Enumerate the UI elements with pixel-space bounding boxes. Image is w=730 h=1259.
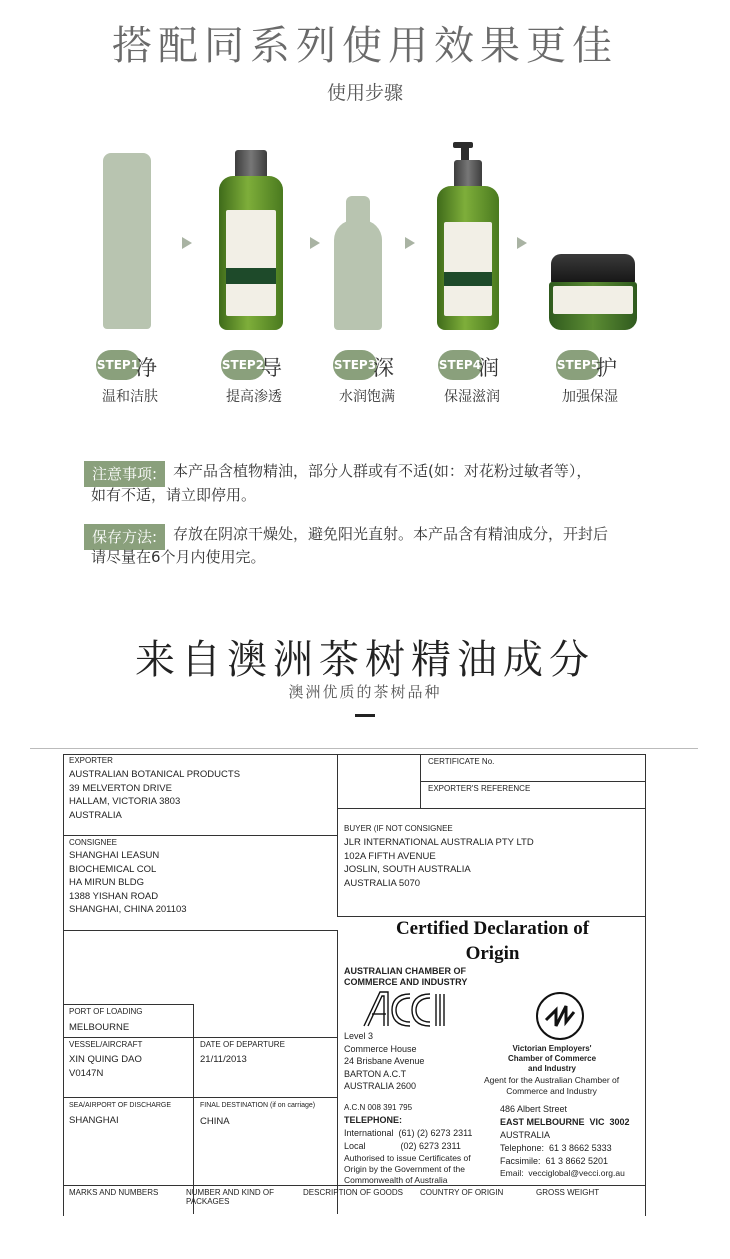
chamber-name: AUSTRALIAN CHAMBER OF COMMERCE AND INDUSTRY (344, 966, 468, 987)
acci-logo (362, 990, 450, 1028)
step5-badge: STEP5 (556, 350, 600, 380)
section-title: 来自澳洲茶树精油成分 (135, 637, 595, 683)
exporter-value: AUSTRALIAN BOTANICAL PRODUCTS 39 MELVERTON DRIVE HALLAM, VICTORIA 3803 AUSTRALIA (69, 769, 241, 821)
telephone-label: TELEPHONE: (344, 1115, 403, 1125)
step4-char: 润 (478, 356, 499, 380)
product-serum-silhouette (334, 196, 382, 330)
jar-lid (551, 254, 635, 284)
telephone-international: International (61) (2) 6273 2311 (344, 1128, 473, 1138)
chamber-address: Level 3 Commerce House 24 Brisbane Avenue BARTON A.C.T AUSTRALIA 2600 (344, 1031, 425, 1091)
bottle-label (226, 210, 276, 316)
step1-badge: STEP1 (96, 350, 140, 380)
col-gross-weight: GROSS WEIGHT (536, 1188, 600, 1197)
vessel-label: VESSEL/AIRCRAFT (69, 1040, 143, 1049)
arrow-right-icon (517, 237, 527, 249)
vecci-city: EAST MELBOURNE VIC 3002 (500, 1117, 630, 1127)
product-cleanser-silhouette (103, 153, 151, 329)
consignee-value: SHANGHAI LEASUN BIOCHEMICAL COL HA MIRUN BLDG 1388 YISHAN ROAD SHANGHAI, CHINA 201103 (69, 850, 187, 915)
caution-text-line2: 如有不适，请立即停用。 (91, 486, 257, 504)
step2-char: 导 (261, 356, 282, 380)
final-destination-label: FINAL DESTINATION (if on carriage) (200, 1102, 316, 1109)
step4-desc: 保湿滋润 (444, 389, 500, 405)
departure-value: 21/11/2013 (200, 1054, 247, 1065)
bottle-label (444, 222, 492, 316)
consignee-label: CONSIGNEE (69, 838, 118, 847)
caution-label: 注意事项: (84, 461, 165, 487)
exporter-label: EXPORTER (69, 756, 113, 765)
vecci-facsimile: Facsimile: 61 3 8662 5201 (500, 1156, 609, 1166)
page-subtitle: 使用步骤 (326, 82, 403, 104)
caution-text-line1: 本产品含植物精油，部分人群或有不适(如：对花粉过敏者等）， (173, 462, 592, 480)
step1-char: 净 (136, 356, 157, 380)
vecci-email: Email: vecciglobal@vecci.org.au (500, 1168, 625, 1178)
section-divider (355, 714, 375, 717)
bottle-label-band (444, 272, 492, 286)
vecci-logo (534, 990, 586, 1042)
arrow-right-icon (310, 237, 320, 249)
port-loading-value: MELBOURNE (69, 1022, 130, 1033)
arrow-right-icon (405, 237, 415, 249)
product-lotion-pump-bottle (437, 142, 499, 330)
vecci-country: AUSTRALIA (500, 1130, 551, 1140)
authorised-text: Authorised to issue Certificates of Origin by the Government of the Commonwealth of Australia (344, 1153, 471, 1185)
certificate-title-line2: Origin (465, 943, 520, 964)
vecci-agent: Agent for the Australian Chamber of Commerce and Industry (484, 1075, 620, 1096)
chamber-acn: A.C.N 008 391 795 (344, 1103, 413, 1112)
step3-char: 深 (373, 356, 394, 380)
vecci-telephone: Telephone: 61 3 8662 5333 (500, 1143, 612, 1153)
discharge-label: SEA/AIRPORT OF DISCHARGE (69, 1102, 172, 1109)
storage-text-line2: 请尽量在6个月内使用完。 (91, 548, 266, 566)
step3-desc: 水润饱满 (339, 389, 395, 405)
departure-label: DATE OF DEPARTURE (200, 1040, 285, 1049)
col-country-origin: COUNTRY OF ORIGIN (420, 1188, 504, 1197)
arrow-right-icon (182, 237, 192, 249)
vecci-name: Victorian Employers' Chamber of Commerce and Industry (508, 1044, 597, 1073)
step1-desc: 温和洁肤 (102, 389, 158, 405)
col-marks-numbers: MARKS AND NUMBERS (69, 1188, 159, 1197)
step5-char: 护 (596, 356, 617, 380)
col-description: DESCRIPTION OF GOODS (303, 1188, 404, 1197)
product-toner-bottle (219, 150, 283, 330)
telephone-local: Local (02) 6273 2311 (344, 1141, 461, 1151)
product-cream-jar (549, 254, 637, 330)
col-packages: NUMBER AND KIND OF PACKAGES (186, 1188, 275, 1206)
discharge-value: SHANGHAI (69, 1115, 119, 1126)
step5-desc: 加强保湿 (562, 389, 618, 405)
step3-badge: STEP3 (333, 350, 377, 380)
port-loading-label: PORT OF LOADING (69, 1007, 143, 1016)
certificate-title-line1: Certified Declaration of (395, 918, 590, 939)
section-subtitle: 澳洲优质的茶树品种 (288, 683, 442, 701)
storage-label: 保存方法: (84, 524, 165, 550)
step4-badge: STEP4 (438, 350, 482, 380)
page-title: 搭配同系列使用效果更佳 (112, 23, 618, 69)
certificate-of-origin (0, 740, 730, 1259)
buyer-value: JLR INTERNATIONAL AUSTRALIA PTY LTD 102A FIFTH AVENUE JOSLIN, SOUTH AUSTRALIA AUSTRALIA 5070 (344, 837, 534, 889)
vecci-street: 486 Albert Street (500, 1104, 568, 1114)
final-destination-value: CHINA (200, 1116, 230, 1127)
step2-desc: 提高渗透 (226, 389, 282, 405)
buyer-label: BUYER (IF NOT CONSIGNEE (344, 824, 453, 833)
exporter-reference-label: EXPORTER'S REFERENCE (428, 784, 531, 793)
bottle-label-band (226, 268, 276, 284)
jar-label (553, 286, 633, 314)
storage-text-line1: 存放在阴凉干燥处，避免阳光直射。本产品含有精油成分，开封后 (173, 525, 609, 543)
vessel-value: XIN QUING DAO V0147N (69, 1054, 142, 1079)
step2-badge: STEP2 (221, 350, 265, 380)
certificate-no-label: CERTIFICATE No. (428, 757, 495, 766)
